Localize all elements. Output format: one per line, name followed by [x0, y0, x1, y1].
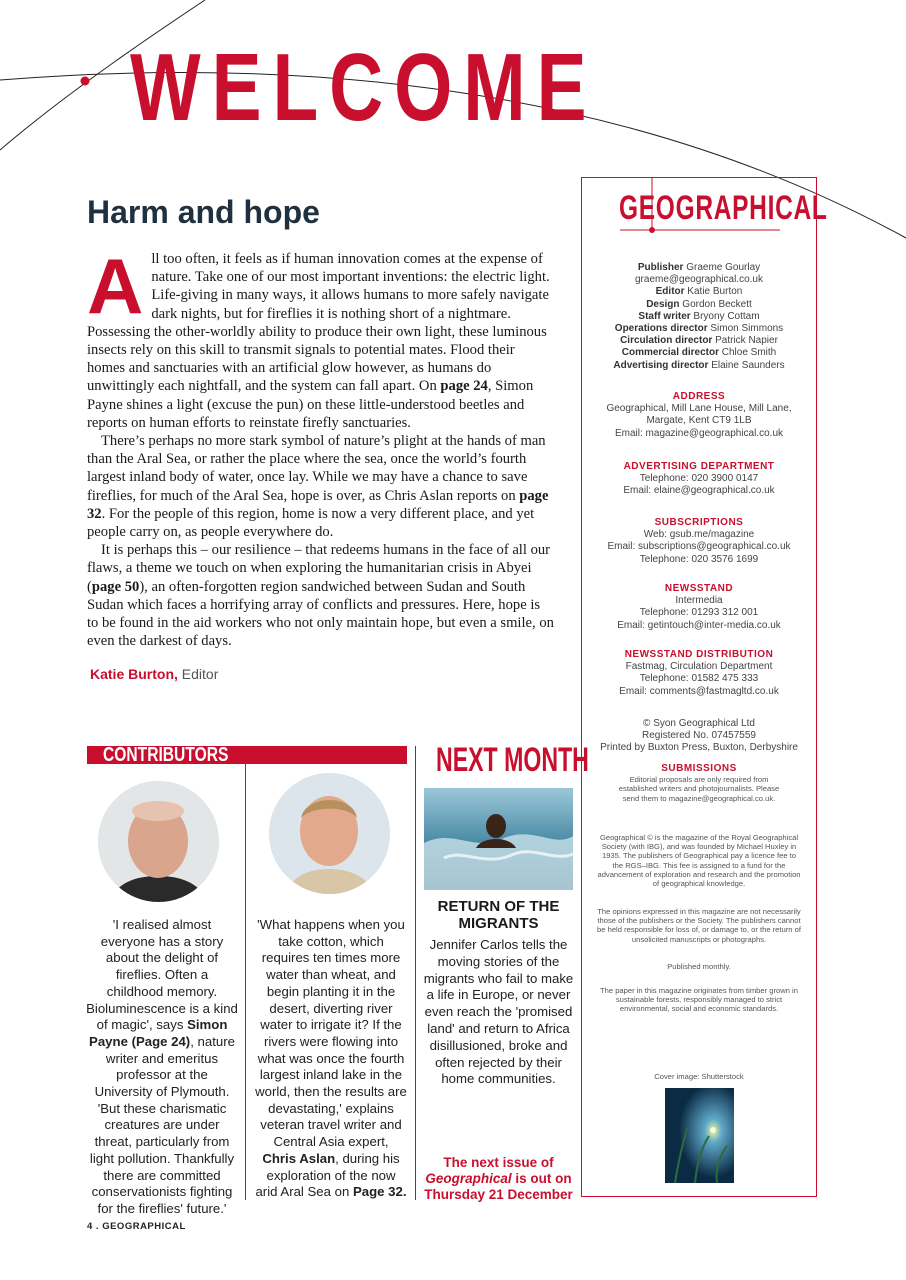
address-heading: ADDRESS — [672, 391, 726, 402]
staff-line: Advertising director Elaine Saunders — [613, 359, 785, 371]
newsstand-phone: Telephone: 01293 312 001 — [639, 607, 759, 619]
staff-line: Commercial director Chloe Smith — [621, 347, 777, 359]
page-ref-24: page 24 — [440, 378, 488, 395]
para1-text: ll too often, it feels as if human innovation comes at the expense of nature. Take one of our most important inventions: the electric light. Life-giving in many ways, it allows humans to more safely navigate dark nights, but for fireflies it is nothing short of a nightmare. Possessing the other-worldly ability to produce their own light, these luminous insects rely on this skill to transmit signals to potential mates. Flood their homes and sanctuaries with an artificial glow however, as humans do unwittingly each nightfall, and the system can fall apart. On — [87, 251, 550, 395]
next-month-heading: NEXT MONTH — [436, 741, 589, 779]
printer-line: Printed by Buxton Press, Buxton, Derbyshire — [600, 742, 798, 754]
submissions-text: Editorial proposals are only required from established writers and photojournalists. Please send them to magazine@geographical.co.uk. — [618, 775, 780, 803]
staff-line: Circulation director Patrick Napier — [620, 335, 778, 347]
contributor-photo-chris-aslan — [269, 773, 390, 894]
staff-list — [596, 262, 802, 372]
advertising-block — [596, 461, 802, 498]
column-divider — [245, 764, 246, 1200]
staff-line: Editor Katie Burton — [655, 286, 743, 298]
para1-text-end: , Simon Payne shines a light (excuse the pun) on these little-understood beetles and reports on human efforts to reinstate firefly sanctuaries. — [87, 378, 534, 431]
submissions-block — [596, 763, 802, 803]
para3-text: It is perhaps this – our resilience – that redeems humans in the face of all our flaws, a theme we touch on when exploring the humanitarian crisis in Abyei ( — [87, 542, 551, 595]
contributor-quote-chris-aslan — [255, 917, 407, 1201]
paper-text: The paper in this magazine originates from timber grown in sustainable forests, responsibly managed to strict environmental, social and economic standards. — [600, 986, 798, 1014]
notice-text: is out on Thursday 21 December — [424, 1170, 573, 1202]
para2-text-end: . For the people of this region, home is now a very different place, and yet people carry on, as people everywhere do. — [87, 505, 535, 541]
column-divider — [415, 746, 416, 1200]
staff-line: Operations director Simon Simmons — [614, 323, 784, 335]
magazine-name: Geographical — [425, 1170, 512, 1186]
distribution-heading: NEWSSTAND DISTRIBUTION — [624, 649, 774, 660]
advertising-phone: Telephone: 020 3900 0147 — [639, 473, 759, 485]
advertising-heading: ADVERTISING DEPARTMENT — [623, 461, 775, 472]
address-line: Geographical, Mill Lane House, Mill Lane, — [606, 403, 792, 415]
next-month-photo — [424, 788, 573, 890]
subscriptions-heading: SUBSCRIPTIONS — [654, 517, 744, 528]
next-month-title: RETURN OF THE MIGRANTS — [437, 898, 560, 932]
quote-text: 'What happens when you take cotton, which requires ten times more water than wheat, and begin planting it in the desert, diverting river water to irrigate it? If the rivers were flowing into what was once the fourth largest inland lake in the world, then the results are devastating,' explains veteran travel writer and Central Asia expert, — [255, 917, 407, 1150]
editor-role: Editor — [177, 666, 219, 682]
next-month-description: Jennifer Carlos tells the moving stories of the migrants who fail to make a life in Europe, or never even reach the 'promised land' and return to Africa disillusioned, broke and often rejected by their home communities. — [423, 937, 574, 1087]
rgs-text: Geographical © is the magazine of the Royal Geographical Society (with IBG), and was founded by Michael Huxley in 1935. The publishers of Geographical pay a licence fee to the RGS–IBG. This fee is assigned to a fund for the advancement of exploration and research and the promotion of geographical knowledge. — [597, 833, 801, 889]
next-issue-notice — [420, 1155, 577, 1202]
staff-line: graeme@geographical.co.uk — [634, 274, 763, 286]
para3-text-end: ), an often-forgotten region sandwiched between Sudan and South Sudan which faces a horrifying array of conflicts and pressures. Here, hope is to be found in the aid workers who not only maintain hope, but even a smile, on even the darkest of days. — [87, 578, 554, 650]
editor-name: Katie Burton, — [90, 666, 178, 682]
newsstand-block — [596, 583, 802, 632]
registration-line: Registered No. 07457559 — [642, 730, 756, 742]
notice-text: The next issue of — [443, 1155, 554, 1170]
contributor-quote-simon-payne — [86, 917, 238, 1218]
address-block — [596, 391, 802, 440]
contributor-name: Chris Aslan — [262, 1150, 336, 1166]
subscriptions-block — [596, 517, 802, 566]
contributor-photo-simon-payne — [98, 781, 219, 902]
cover-image — [665, 1088, 734, 1183]
editor-signature — [90, 666, 218, 682]
page-footer: 4 . GEOGRAPHICAL — [87, 1221, 186, 1232]
page-title: WELCOME — [130, 34, 598, 141]
page-ref: Page 32. — [352, 1184, 407, 1200]
contributor-name: Simon Payne (Page 24) — [89, 1017, 228, 1049]
legal-block — [596, 718, 802, 755]
masthead-logo: GEOGRAPHICAL — [619, 189, 828, 227]
submissions-heading: SUBMISSIONS — [661, 763, 737, 774]
distribution-email: Email: comments@fastmagltd.co.uk — [619, 685, 779, 697]
subscriptions-email: Email: subscriptions@geographical.co.uk — [607, 541, 791, 553]
editorial-body — [87, 242, 555, 650]
newsstand-heading: NEWSSTAND — [664, 583, 734, 594]
newsstand-email: Email: getintouch@inter-media.co.uk — [617, 619, 781, 631]
address-line: Margate, Kent CT9 1LB — [646, 415, 752, 427]
staff-line: Design Gordon Beckett — [646, 298, 752, 310]
newsstand-line: Intermedia — [675, 595, 723, 607]
quote-text: , during his exploration of the now arid Aral Sea on — [255, 1150, 400, 1200]
quote-text: 'I realised almost everyone has a story about the delight of fireflies. Often a childhood memory. Bioluminescence is a kind of magic', says — [86, 917, 238, 1033]
page-ref-32: page 32 — [87, 487, 549, 522]
opinions-text: The opinions expressed in this magazine are not necessarily those of the publishers or the Society. The publishers cannot be held responsible for loss of, or damage to, or the return of unsolicited manuscripts or photographs. — [597, 907, 801, 944]
distribution-line: Fastmag, Circulation Department — [625, 661, 773, 673]
address-email: Email: magazine@geographical.co.uk — [614, 427, 784, 439]
subscriptions-phone: Telephone: 020 3576 1699 — [639, 553, 759, 565]
editorial-headline: Harm and hope — [87, 194, 320, 230]
staff-line: Staff writer Bryony Cottam — [638, 310, 760, 322]
para2-text: There’s perhaps no more stark symbol of nature’s plight at the hands of man than the Aral Sea, or rather the place where the sea, once the world’s fourth largest inland body of water, once lay. While we may have a chance to save fireflies, for much of the Aral Sea, hope is over, as Chris Aslan reports on — [87, 433, 546, 504]
page-ref-50: page 50 — [91, 578, 140, 595]
cover-credit: Cover image: Shutterstock — [654, 1072, 744, 1081]
staff-line: Publisher Graeme Gourlay — [637, 262, 761, 273]
contributors-heading: CONTRIBUTORS — [103, 744, 229, 766]
quote-text: , nature writer and emeritus professor at the University of Plymouth. 'But these charismatic creatures are under threat, particularly from light pollution. Thankfully there are committed conservationists fighting for the fireflies' future.' — [89, 1033, 235, 1216]
published-text: Published monthly. — [667, 962, 731, 971]
distribution-phone: Telephone: 01582 475 333 — [639, 673, 759, 685]
advertising-email: Email: elaine@geographical.co.uk — [623, 485, 775, 497]
drop-cap: A — [87, 242, 144, 330]
subscriptions-web: Web: gsub.me/magazine — [643, 529, 755, 541]
copyright-line: © Syon Geographical Ltd — [643, 718, 755, 729]
distribution-block — [596, 649, 802, 698]
